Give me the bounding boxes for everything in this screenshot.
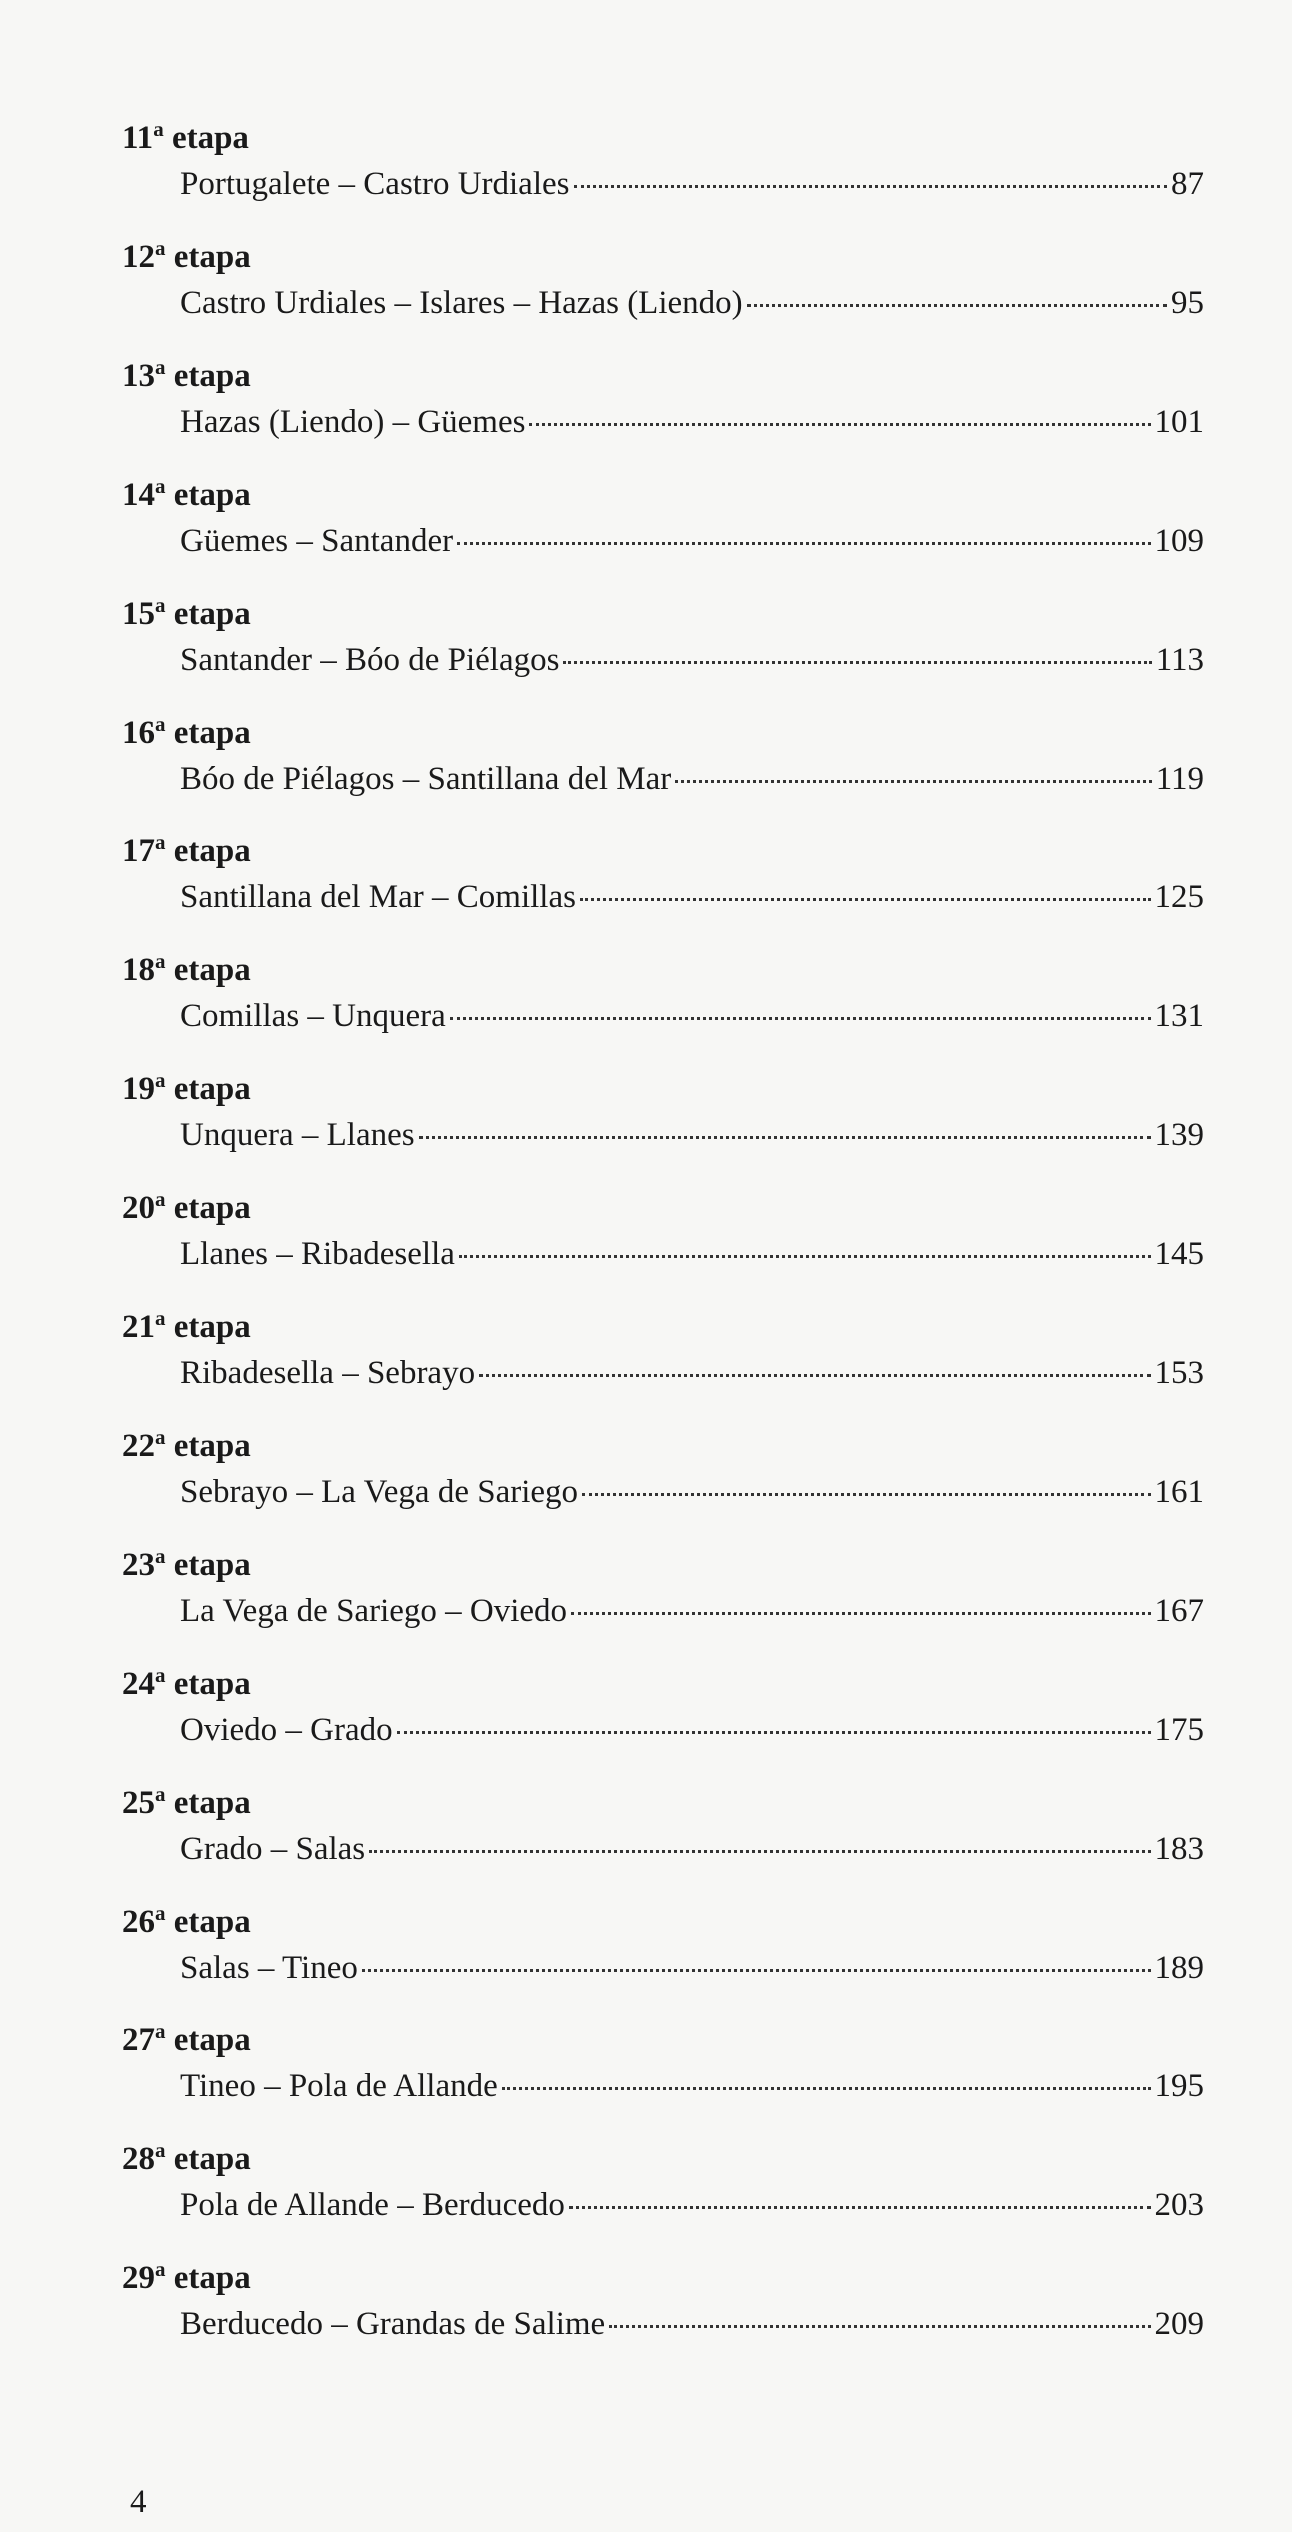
page-reference: 145 [1154,1236,1204,1272]
dot-leader [609,2325,1150,2328]
stage-label: etapa [173,2141,251,2177]
route-text: Santillana del Mar – Comillas [180,879,576,915]
page-reference: 87 [1171,166,1204,202]
stage-title [122,2139,251,2179]
dot-leader [457,542,1150,545]
stage-ordinal-suffix: a [155,236,166,260]
stage-number: 16 [122,715,155,751]
toc-entry [0,2258,1292,2368]
route-line [180,994,1204,1038]
stage-number: 13 [122,358,155,394]
stage-number: 18 [122,952,155,988]
toc-entry [0,1307,1292,1417]
stage-number: 12 [122,239,155,275]
dot-leader [479,1374,1150,1377]
toc-entry [0,2139,1292,2249]
toc-entry [0,1426,1292,1536]
route-text: Sebrayo – La Vega de Sariego [180,1474,579,1510]
stage-label: etapa [173,1428,251,1464]
route-text: Hazas (Liendo) – Güemes [180,404,526,440]
dot-leader [574,185,1168,188]
page-reference: 153 [1154,1355,1204,1391]
route-line [180,1827,1204,1871]
stage-label: etapa [173,1666,251,1702]
stage-number: 29 [122,2260,155,2296]
route-text: Comillas – Unquera [180,998,446,1034]
stage-title [122,1545,251,1585]
toc-entry [0,237,1292,347]
toc-entry [0,2020,1292,2130]
stage-label: etapa [173,715,251,751]
page-reference: 189 [1154,1950,1204,1986]
toc-entry [0,1664,1292,1774]
stage-number: 20 [122,1190,155,1226]
route-text: Güemes – Santander [180,523,454,559]
stage-number: 15 [122,596,155,632]
stage-label: etapa [173,952,251,988]
stage-title [122,831,251,871]
toc-entry [0,831,1292,941]
route-text: Bóo de Piélagos – Santillana del Mar [180,761,672,797]
page-reference: 139 [1154,1117,1204,1153]
stage-ordinal-suffix: a [153,117,164,141]
route-text: Portugalete – Castro Urdiales [180,166,570,202]
stage-ordinal-suffix: a [155,474,166,498]
stage-title [122,1664,251,1704]
stage-number: 21 [122,1309,155,1345]
route-line [180,875,1204,919]
toc-entry [0,1902,1292,2012]
route-text: La Vega de Sariego – Oviedo [180,1593,568,1629]
page-reference: 109 [1154,523,1204,559]
route-text: Grado – Salas [180,1831,366,1867]
route-line [180,281,1204,325]
stage-number: 14 [122,477,155,513]
dot-leader [450,1017,1151,1020]
page-reference: 175 [1154,1712,1204,1748]
stage-ordinal-suffix: a [155,1782,166,1806]
stage-ordinal-suffix: a [155,1425,166,1449]
stage-ordinal-suffix: a [155,1306,166,1330]
page-reference: 95 [1171,285,1204,321]
page-reference: 183 [1154,1831,1204,1867]
route-text: Tineo – Pola de Allande [180,2068,498,2104]
toc-entry [0,356,1292,466]
page-reference: 195 [1154,2068,1204,2104]
stage-number: 26 [122,1904,155,1940]
stage-ordinal-suffix: a [155,1068,166,1092]
stage-number: 19 [122,1071,155,1107]
stage-title [122,356,251,396]
page-reference: 209 [1154,2306,1204,2342]
stage-ordinal-suffix: a [155,2257,166,2281]
page-reference: 125 [1154,879,1204,915]
dot-leader [580,898,1151,901]
toc-entry [0,475,1292,585]
route-line [180,1589,1204,1633]
route-line [180,2064,1204,2108]
stage-ordinal-suffix: a [155,355,166,379]
stage-label: etapa [171,120,249,156]
route-text: Ribadesella – Sebrayo [180,1355,476,1391]
toc-entry [0,1783,1292,1893]
stage-label: etapa [173,239,251,275]
toc-entry [0,713,1292,823]
stage-number: 22 [122,1428,155,1464]
stage-number: 25 [122,1785,155,1821]
stage-title [122,1069,251,1109]
stage-label: etapa [173,596,251,632]
toc-entry [0,594,1292,704]
route-line [180,1946,1204,1990]
route-text: Salas – Tineo [180,1950,358,1986]
stage-label: etapa [173,2260,251,2296]
stage-label: etapa [173,833,251,869]
route-text: Castro Urdiales – Islares – Hazas (Liendo) [180,285,743,321]
page-reference: 167 [1154,1593,1204,1629]
dot-leader [563,661,1151,664]
route-line [180,638,1204,682]
dot-leader [571,1612,1150,1615]
route-line [180,757,1204,801]
route-text: Llanes – Ribadesella [180,1236,455,1272]
dot-leader [419,1136,1151,1139]
toc-entry [0,1545,1292,1655]
toc-entry [0,118,1292,228]
route-line [180,400,1204,444]
toc-entry [0,1069,1292,1179]
stage-label: etapa [173,1904,251,1940]
stage-title [122,1783,251,1823]
route-text: Unquera – Llanes [180,1117,415,1153]
dot-leader [502,2087,1151,2090]
route-line [180,519,1204,563]
stage-title [122,118,249,158]
stage-ordinal-suffix: a [155,1901,166,1925]
route-text: Berducedo – Grandas de Salime [180,2306,606,2342]
stage-label: etapa [173,1547,251,1583]
stage-ordinal-suffix: a [155,1663,166,1687]
stage-label: etapa [173,1071,251,1107]
route-line [180,162,1204,206]
stage-title [122,950,251,990]
stage-ordinal-suffix: a [155,712,166,736]
page-reference: 119 [1155,761,1204,797]
page-reference: 113 [1155,642,1204,678]
dot-leader [529,423,1150,426]
page-reference: 161 [1154,1474,1204,1510]
dot-leader [369,1850,1150,1853]
route-line [180,1113,1204,1157]
stage-label: etapa [173,1309,251,1345]
stage-label: etapa [173,358,251,394]
toc-entry [0,950,1292,1060]
stage-ordinal-suffix: a [155,949,166,973]
stage-title [122,713,251,753]
stage-number: 11 [122,120,154,156]
stage-ordinal-suffix: a [155,2019,166,2043]
route-line [180,1351,1204,1395]
dot-leader [569,2206,1151,2209]
stage-title [122,2020,251,2060]
stage-ordinal-suffix: a [155,1187,166,1211]
stage-title [122,594,251,634]
stage-title [122,475,251,515]
route-text: Pola de Allande – Berducedo [180,2187,565,2223]
dot-leader [582,1493,1150,1496]
stage-title [122,1307,251,1347]
dot-leader [459,1255,1151,1258]
stage-label: etapa [173,1190,251,1226]
route-text: Santander – Bóo de Piélagos [180,642,560,678]
route-line [180,2183,1204,2227]
stage-number: 17 [122,833,155,869]
page-reference: 131 [1154,998,1204,1034]
stage-title [122,237,251,277]
dot-leader [397,1731,1151,1734]
stage-title [122,1188,251,1228]
stage-label: etapa [173,1785,251,1821]
stage-ordinal-suffix: a [155,1544,166,1568]
stage-label: etapa [173,2022,251,2058]
stage-title [122,1902,251,1942]
toc-entry [0,1188,1292,1298]
dot-leader [747,304,1167,307]
route-line [180,2302,1204,2346]
page-reference: 203 [1154,2187,1204,2223]
route-line [180,1232,1204,1276]
dot-leader [675,780,1151,783]
stage-title [122,1426,251,1466]
stage-number: 28 [122,2141,155,2177]
stage-ordinal-suffix: a [155,593,166,617]
dot-leader [362,1969,1151,1972]
route-line [180,1470,1204,1514]
stage-ordinal-suffix: a [155,830,166,854]
page-number: 4 [130,2484,147,2520]
route-line [180,1708,1204,1752]
stage-ordinal-suffix: a [155,2138,166,2162]
stage-title [122,2258,251,2298]
stage-number: 27 [122,2022,155,2058]
stage-number: 23 [122,1547,155,1583]
page-reference: 101 [1154,404,1204,440]
stage-label: etapa [173,477,251,513]
route-text: Oviedo – Grado [180,1712,393,1748]
stage-number: 24 [122,1666,155,1702]
